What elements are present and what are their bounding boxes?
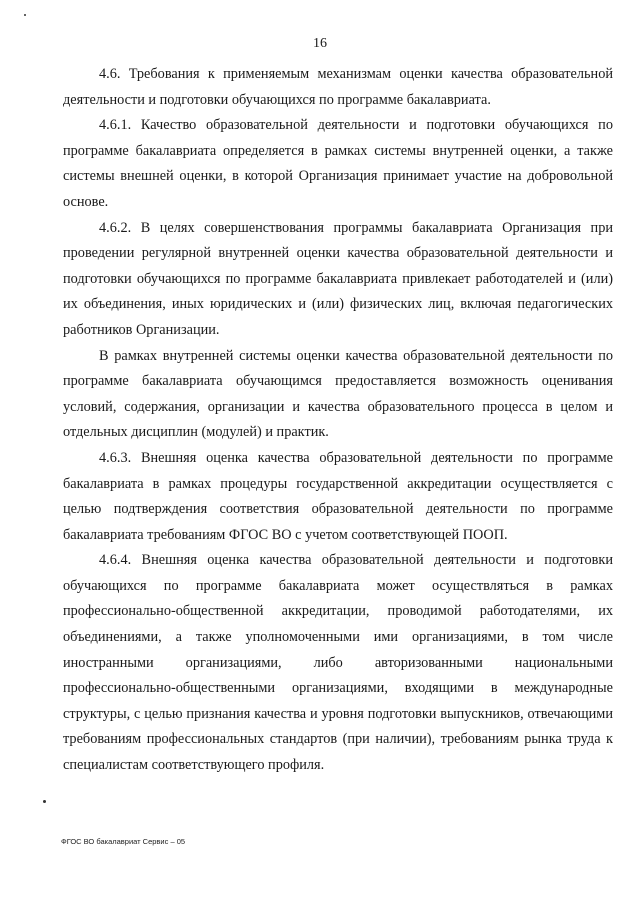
page-number: 16 [313, 36, 327, 51]
paragraph-4-6-4: 4.6.4. Внешняя оценка качества образовательной деятельности и подготовки обучающихся по программе бакалавриата может осуществляться в рамках профессионально-общественной аккредитации, проводимой работодателями, их объединениями, а также уполномоченными ими организациями, в том числе иностранными организациями, либо авторизованными национальными профессионально-общественными организациями, входящими в международные структуры, с целью признания качества и уровня подготовки выпускников, отвечающими требованиям профессиональных стандартов (при наличии), требованиям рынка труда к специалистам соответствующего профиля. [63, 552, 613, 774]
scan-speck [24, 14, 26, 16]
paragraph-4-6-2: 4.6.2. В целях совершенствования программы бакалавриата Организация при проведении регулярной внутренней оценки качества образовательной деятельности и подготовки обучающихся по программе бакалавриата привлекает работодателей и (или) их объединения, иных юридических и (или) физических лиц, включая педагогических работников Организации. [63, 219, 613, 338]
scan-speck [43, 800, 46, 803]
footer-note: ФГОС ВО бакалавриат Сервис – 05 [61, 837, 186, 846]
document-body [63, 62, 613, 779]
paragraph-4-6-3: 4.6.3. Внешняя оценка качества образовательной деятельности по программе бакалавриата в рамках процедуры государственной аккредитации осуществляется с целью подтверждения соответствия образовательной деятельности по программе бакалавриата требованиям ФГОС ВО с учетом соответствующей ПООП. [63, 449, 613, 543]
paragraph-4-6-1: 4.6.1. Качество образовательной деятельности и подготовки обучающихся по программе бакалавриата определяется в рамках системы внутренней оценки, а также системы внешней оценки, в которой Организация принимает участие на добровольной основе. [63, 117, 613, 210]
paragraph-4-6: 4.6. Требования к применяемым механизмам оценки качества образовательной деятельности и подготовки обучающихся по программе бакалавриата. [63, 66, 613, 108]
paragraph-internal-assessment: В рамках внутренней системы оценки качества образовательной деятельности по программе бакалавриата обучающимся предоставляется возможность оценивания условий, содержания, организации и качества образовательного процесса в целом и отдельных дисциплин (модулей) и практик. [63, 347, 613, 441]
